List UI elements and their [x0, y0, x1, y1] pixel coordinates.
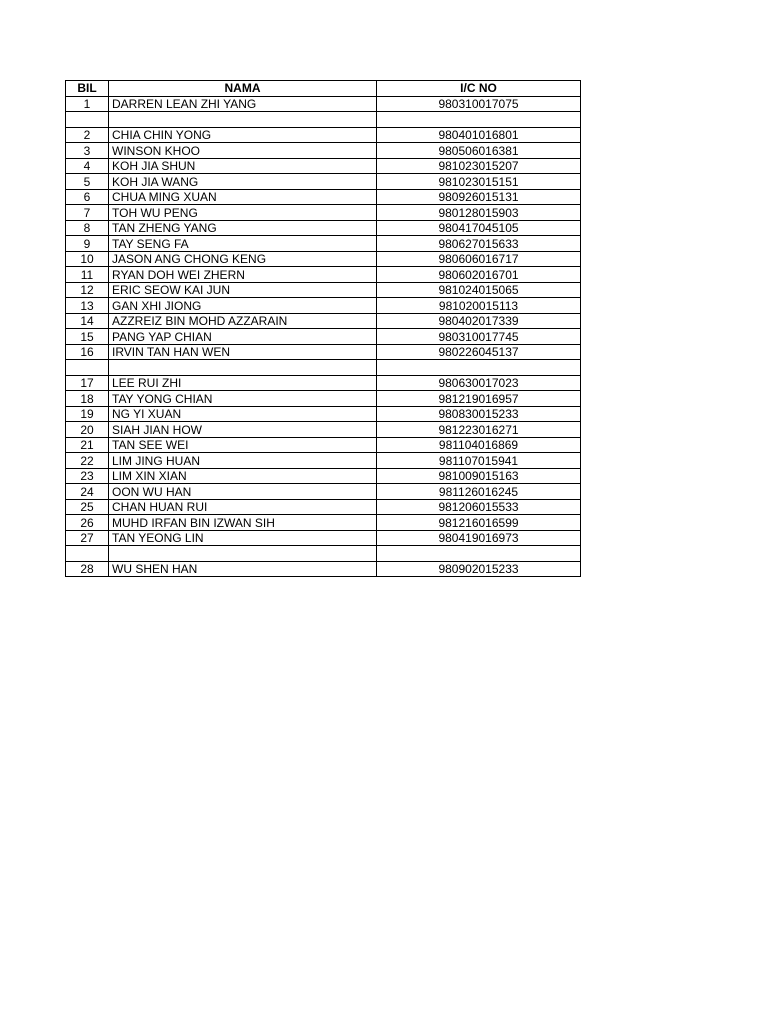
row-number-cell: 12 — [66, 282, 109, 298]
table-row — [66, 437, 581, 453]
ic-number-cell: 980419016973 — [377, 530, 581, 546]
table-row — [66, 143, 581, 159]
row-number-cell: 5 — [66, 174, 109, 190]
name-cell: KOH JIA SHUN — [109, 158, 377, 174]
name-cell: DARREN LEAN ZHI YANG — [109, 96, 377, 112]
table-row — [66, 530, 581, 546]
name-cell: WINSON KHOO — [109, 143, 377, 159]
row-number-cell: 10 — [66, 251, 109, 267]
row-number-cell: 25 — [66, 499, 109, 515]
table-row — [66, 468, 581, 484]
name-cell: SIAH JIAN HOW — [109, 422, 377, 438]
table-row — [66, 484, 581, 500]
ic-number-cell: 980830015233 — [377, 406, 581, 422]
ic-number-cell: 981107015941 — [377, 453, 581, 469]
table-body — [66, 96, 581, 577]
row-number-cell: 20 — [66, 422, 109, 438]
table-row — [66, 313, 581, 329]
row-number-cell: 26 — [66, 515, 109, 531]
table-row — [66, 127, 581, 143]
row-number-cell: 17 — [66, 375, 109, 391]
table-row — [66, 220, 581, 236]
column-header-nama: NAMA — [109, 81, 377, 97]
table-row — [66, 499, 581, 515]
ic-number-cell: 981104016869 — [377, 437, 581, 453]
name-cell: CHUA MING XUAN — [109, 189, 377, 205]
ic-number-cell: 981020015113 — [377, 298, 581, 314]
ic-number-cell: 980310017745 — [377, 329, 581, 345]
name-cell: LIM XIN XIAN — [109, 468, 377, 484]
ic-number-cell: 981024015065 — [377, 282, 581, 298]
row-number-cell: 15 — [66, 329, 109, 345]
name-cell — [109, 360, 377, 376]
ic-number-cell: 980606016717 — [377, 251, 581, 267]
row-number-cell: 23 — [66, 468, 109, 484]
ic-number-cell — [377, 546, 581, 562]
ic-number-cell: 981216016599 — [377, 515, 581, 531]
table-row — [66, 282, 581, 298]
ic-number-cell: 980506016381 — [377, 143, 581, 159]
table-row — [66, 515, 581, 531]
column-header-bil: BIL — [66, 81, 109, 97]
table-row — [66, 329, 581, 345]
row-number-cell: 3 — [66, 143, 109, 159]
row-number-cell: 27 — [66, 530, 109, 546]
ic-number-cell: 981126016245 — [377, 484, 581, 500]
blank-row — [66, 360, 581, 376]
name-cell: MUHD IRFAN BIN IZWAN SIH — [109, 515, 377, 531]
name-cell: JASON ANG CHONG KENG — [109, 251, 377, 267]
name-cell: ERIC SEOW KAI JUN — [109, 282, 377, 298]
table-row — [66, 406, 581, 422]
table-row — [66, 236, 581, 252]
table-row — [66, 174, 581, 190]
name-cell: OON WU HAN — [109, 484, 377, 500]
table-header — [66, 81, 581, 97]
row-number-cell: 22 — [66, 453, 109, 469]
table-row — [66, 205, 581, 221]
name-cell: TAN ZHENG YANG — [109, 220, 377, 236]
ic-number-cell: 980402017339 — [377, 313, 581, 329]
name-cell: CHAN HUAN RUI — [109, 499, 377, 515]
table-row — [66, 375, 581, 391]
row-number-cell: 9 — [66, 236, 109, 252]
ic-number-cell: 981023015151 — [377, 174, 581, 190]
table-row — [66, 189, 581, 205]
ic-number-cell: 980310017075 — [377, 96, 581, 112]
ic-number-cell: 981009015163 — [377, 468, 581, 484]
name-cell: WU SHEN HAN — [109, 561, 377, 577]
name-cell: KOH JIA WANG — [109, 174, 377, 190]
row-number-cell: 14 — [66, 313, 109, 329]
ic-number-cell — [377, 360, 581, 376]
ic-number-cell: 980401016801 — [377, 127, 581, 143]
table-row — [66, 422, 581, 438]
table-row — [66, 96, 581, 112]
row-number-cell: 21 — [66, 437, 109, 453]
name-cell: AZZREIZ BIN MOHD AZZARAIN — [109, 313, 377, 329]
name-cell: RYAN DOH WEI ZHERN — [109, 267, 377, 283]
header-row — [66, 81, 581, 97]
name-cell: GAN XHI JIONG — [109, 298, 377, 314]
table-row — [66, 344, 581, 360]
row-number-cell: 2 — [66, 127, 109, 143]
ic-number-cell: 981223016271 — [377, 422, 581, 438]
row-number-cell: 8 — [66, 220, 109, 236]
name-cell — [109, 546, 377, 562]
name-cell: PANG YAP CHIAN — [109, 329, 377, 345]
ic-number-cell: 980926015131 — [377, 189, 581, 205]
ic-number-cell: 981206015533 — [377, 499, 581, 515]
table-row — [66, 561, 581, 577]
blank-row — [66, 546, 581, 562]
row-number-cell: 7 — [66, 205, 109, 221]
table-row — [66, 267, 581, 283]
name-cell: NG YI XUAN — [109, 406, 377, 422]
row-number-cell: 19 — [66, 406, 109, 422]
row-number-cell — [66, 112, 109, 128]
row-number-cell: 28 — [66, 561, 109, 577]
name-cell — [109, 112, 377, 128]
row-number-cell: 24 — [66, 484, 109, 500]
table-row — [66, 251, 581, 267]
ic-number-cell: 980128015903 — [377, 205, 581, 221]
row-number-cell — [66, 546, 109, 562]
row-number-cell: 11 — [66, 267, 109, 283]
name-cell: LEE RUI ZHI — [109, 375, 377, 391]
row-number-cell: 16 — [66, 344, 109, 360]
name-cell: IRVIN TAN HAN WEN — [109, 344, 377, 360]
blank-row — [66, 112, 581, 128]
row-number-cell: 6 — [66, 189, 109, 205]
table-row — [66, 453, 581, 469]
row-number-cell: 4 — [66, 158, 109, 174]
name-cell: LIM JING HUAN — [109, 453, 377, 469]
table-row — [66, 298, 581, 314]
name-cell: TAN YEONG LIN — [109, 530, 377, 546]
ic-number-cell: 980630017023 — [377, 375, 581, 391]
row-number-cell: 1 — [66, 96, 109, 112]
name-cell: TOH WU PENG — [109, 205, 377, 221]
table-row — [66, 158, 581, 174]
row-number-cell: 13 — [66, 298, 109, 314]
ic-number-cell: 981219016957 — [377, 391, 581, 407]
column-header-ic: I/C NO — [377, 81, 581, 97]
ic-number-cell: 980627015633 — [377, 236, 581, 252]
ic-number-cell: 980226045137 — [377, 344, 581, 360]
student-roster-table — [65, 80, 581, 577]
row-number-cell: 18 — [66, 391, 109, 407]
name-cell: TAN SEE WEI — [109, 437, 377, 453]
row-number-cell — [66, 360, 109, 376]
name-cell: TAY YONG CHIAN — [109, 391, 377, 407]
name-cell: TAY SENG FA — [109, 236, 377, 252]
ic-number-cell: 981023015207 — [377, 158, 581, 174]
ic-number-cell — [377, 112, 581, 128]
name-cell: CHIA CHIN YONG — [109, 127, 377, 143]
ic-number-cell: 980602016701 — [377, 267, 581, 283]
ic-number-cell: 980902015233 — [377, 561, 581, 577]
table-row — [66, 391, 581, 407]
ic-number-cell: 980417045105 — [377, 220, 581, 236]
